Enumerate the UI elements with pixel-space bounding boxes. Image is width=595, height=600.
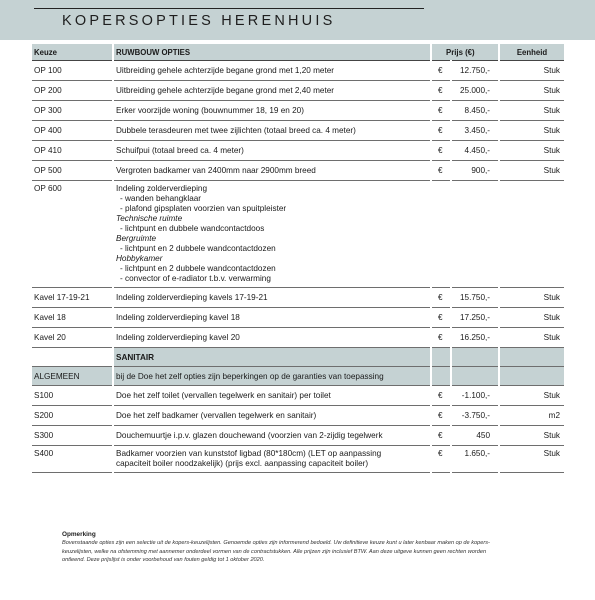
table-row [32,406,564,426]
option-code: Kavel 17-19-21 [32,288,113,308]
option-desc: Uitbreiding gehele achterzijde begane grond met 1,20 meter [113,61,431,81]
option-desc: Indeling zolderverdieping kavels 17-19-21 [113,288,431,308]
option-price: -3.750,- [451,406,499,426]
table-row [32,141,564,161]
option-price: 15.750,- [451,288,499,308]
options-table [32,44,564,473]
section-header-sanitair [32,348,564,367]
option-code: S200 [32,406,113,426]
option-code: S400 [32,446,113,473]
option-desc: Doe het zelf badkamer (vervallen tegelwerk en sanitair) [113,406,431,426]
euro-sign: € [431,386,451,406]
table-row [32,101,564,121]
desc-line: - lichtpunt en dubbele wandcontactdoos [120,224,265,233]
euro-sign: € [431,288,451,308]
desc-line: Badkamer voorzien van kunststof ligbad (80*180cm) (LET op aanpassing [116,449,382,458]
footnote-title: Opmerking [62,531,96,538]
option-price: 1.650,- [451,446,499,473]
option-unit: Stuk [499,161,564,181]
page-title: KOPERSOPTIES HERENHUIS [62,13,336,29]
option-price: 17.250,- [451,308,499,328]
euro-sign: € [431,446,451,473]
footnote-body: Bovenstaande opties zijn een selectie uit de kopers-keuzelijsten. Genoemde opties zijn informerend bedoeld. Uw definitieve keuze kunt u later kenbaar maken op de kopers-keuzelijsten, welke na ofstemming met aannemer onderdeel vormen van de contractstukken. Alle prijzen zijn inclusief BTW. Aan deze uitgeve kunnen geen rechten worden ontleend. Deze prijslijst is onder voorbehoud van fouten geldig tot 1 oktober 2020. [62,540,490,564]
col-header-keuze: Keuze [32,44,113,61]
desc-line: - plafond gipsplaten voorzien van spuitpleister [120,204,287,213]
section-title: SANITAIR [113,348,431,367]
option-price: 25.000,- [451,81,499,101]
desc-line: - convector of e-radiator t.b.v. verwarming [120,274,271,283]
euro-sign: € [431,406,451,426]
option-code: OP 200 [32,81,113,101]
option-code: S100 [32,386,113,406]
option-price: 450 [451,426,499,446]
euro-sign: € [431,161,451,181]
option-code: OP 410 [32,141,113,161]
euro-sign: € [431,81,451,101]
option-desc: Uitbreiding gehele achterzijde begane grond met 2,40 meter [113,81,431,101]
option-desc-multiline [113,446,431,473]
option-desc: Indeling zolderverdieping kavel 18 [113,308,431,328]
option-price: 3.450,- [451,121,499,141]
option-desc: Douchemuurtje i.p.v. glazen douchewand (voorzien van 2-zijdig tegelwerk [113,426,431,446]
table-row [32,61,564,81]
option-unit: Stuk [499,61,564,81]
option-unit: Stuk [499,81,564,101]
option-desc: Dubbele terasdeuren met twee zijlichten (totaal breed ca. 4 meter) [113,121,431,141]
option-code: OP 500 [32,161,113,181]
table-row-op600 [32,181,564,288]
option-desc: Schuifpui (totaal breed ca. 4 meter) [113,141,431,161]
desc-line: Indeling zolderverdieping [116,184,208,193]
option-unit: Stuk [499,121,564,141]
table-row [32,161,564,181]
option-desc-multiline [113,181,431,288]
option-unit: m2 [499,406,564,426]
option-desc: Doe het zelf toilet (vervallen tegelwerk en sanitair) per toilet [113,386,431,406]
option-code: Kavel 20 [32,328,113,348]
table-row [32,328,564,348]
option-unit: Stuk [499,386,564,406]
desc-line: capaciteit boiler noodzakelijk) (prijs excl. aanpassing capaciteit boiler) [116,459,369,468]
option-desc: Indeling zolderverdieping kavel 20 [113,328,431,348]
option-unit: Stuk [499,328,564,348]
euro-sign: € [431,141,451,161]
table-row-s400 [32,446,564,473]
euro-sign: € [431,121,451,141]
option-code: OP 600 [32,181,113,288]
option-code: OP 300 [32,101,113,121]
footnote [62,531,507,565]
option-unit: Stuk [499,308,564,328]
option-unit: Stuk [499,141,564,161]
table-row [32,426,564,446]
euro-sign: € [431,328,451,348]
euro-sign: € [431,308,451,328]
option-desc: Vergroten badkamer van 2400mm naar 2900mm breed [113,161,431,181]
euro-sign: € [431,101,451,121]
option-unit: Stuk [499,101,564,121]
table-row [32,288,564,308]
desc-line: - wanden behangklaar [120,194,202,203]
option-price: 16.250,- [451,328,499,348]
header-rule [34,8,424,9]
table-row [32,308,564,328]
col-header-eenheid: Eenheid [499,44,564,61]
option-unit: Stuk [499,446,564,473]
option-unit: Stuk [499,426,564,446]
option-desc: bij de Doe het zelf opties zijn beperkingen op de garanties van toepassing [113,367,431,386]
desc-line: - lichtpunt en 2 dubbele wandcontactdozen [120,264,276,273]
desc-subheading: Hobbykamer [116,254,163,263]
option-unit: Stuk [499,288,564,308]
desc-subheading: Technische ruimte [116,214,183,223]
option-desc: Erker voorzijde woning (bouwnummer 18, 19 en 20) [113,101,431,121]
option-code: ALGEMEEN [32,367,113,386]
option-price: -1.100,- [451,386,499,406]
desc-subheading: Bergruimte [116,234,157,243]
option-code: Kavel 18 [32,308,113,328]
table-header-row [32,44,564,61]
option-code: OP 400 [32,121,113,141]
table-row [32,81,564,101]
option-price: 12.750,- [451,61,499,81]
table-row-algemeen [32,367,564,386]
option-price: 4.450,- [451,141,499,161]
col-header-opties: RUWBOUW OPTIES [113,44,431,61]
euro-sign: € [431,426,451,446]
option-code: S300 [32,426,113,446]
table-row [32,121,564,141]
col-header-prijs: Prijs (€) [431,44,499,61]
option-price: 8.450,- [451,101,499,121]
option-code: OP 100 [32,61,113,81]
desc-line: - lichtpunt en 2 dubbele wandcontactdozen [120,244,276,253]
table-row [32,386,564,406]
euro-sign: € [431,61,451,81]
option-price: 900,- [451,161,499,181]
